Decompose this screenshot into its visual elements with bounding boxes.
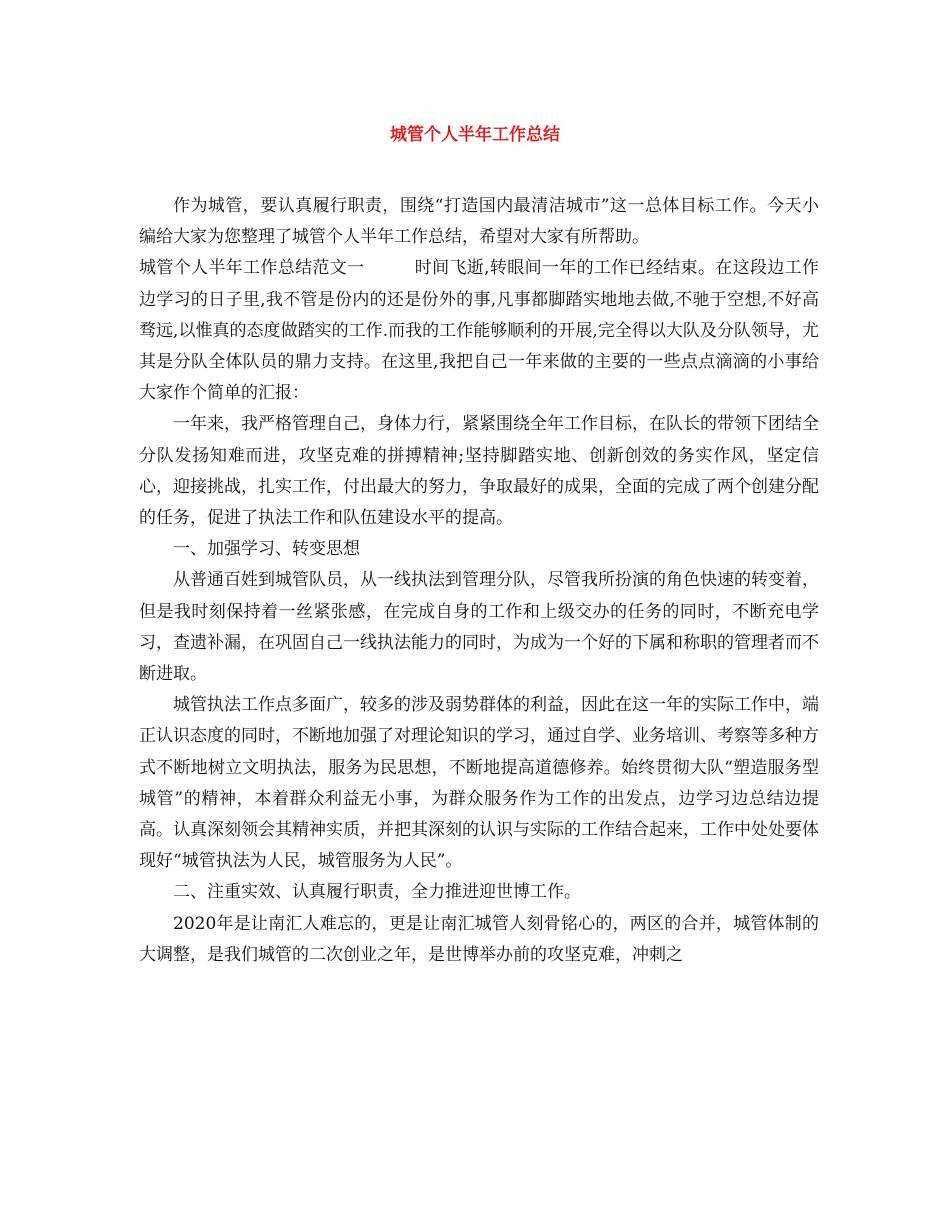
document-body [139,191,819,971]
intro-paragraph: 作为城管，要认真履行职责，围绕“打造国内最清洁城市”这一总体目标工作。今天小编给大家为您整理了城管个人半年工作总结，希望对大家有所帮助。 [139,196,819,248]
paragraph-5: 2020年是让南汇人难忘的，更是让南汇城管人刻骨铭心的，两区的合并，城管体制的大调整，是我们城管的二次创业之年，是世博举办前的攻坚克难，冲刺之 [139,913,819,965]
paragraph-4: 城管执法工作点多面广，较多的涉及弱势群体的利益，因此在这一年的实际工作中，端正认识态度的同时，不断地加强了对理论知识的学习，通过自学、业务培训、考察等多种方式不断地树立文明执法，服务为民思想，不断地提高道德修养。始终贯彻大队“塑造服务型城管”的精神，本着群众利益无小事，为群众服务作为工作的出发点，边学习边总结边提高。认真深刻领会其精神实质，并把其深刻的认识与实际的工作结合起来，工作中处处要体现好“城管执法为人民，城管服务为人民”。 [139,695,819,872]
document-title: 城管个人半年工作总结 [390,125,560,145]
sample-first-paragraph: 时间飞逝,转眼间一年的工作已经结束。在这段边工作边学习的日子里,我不管是份内的还是份外的事,凡事都脚踏实地地去做,不驰于空想,不好高骛远,以惟真的态度做踏实的工作.而我的工作能够顺利的开展,完全得以大队及分队领导，尤其是分队全体队员的鼎力支持。在这里,我把自己一年来做的主要的一些点点滴滴的小事给大家作个简单的汇报： [139,258,820,404]
paragraph-2: 一年来，我严格管理自己，身体力行，紧紧围绕全年工作目标，在队长的带领下团结全分队发扬知难而进，攻坚克难的拼搏精神;坚持脚踏实地、创新创效的务实作风，坚定信心，迎接挑战，扎实工作，付出最大的努力，争取最好的成果，全面的完成了两个创建分配的任务，促进了执法工作和队伍建设水平的提高。 [139,414,819,529]
sample-heading: 城管个人半年工作总结范文一 [139,258,365,279]
paragraph-3: 从普通百姓到城管队员，从一线执法到管理分队，尽管我所扮演的角色快速的转变着，但是我时刻保持着一丝紧张感，在完成自身的工作和上级交办的任务的同时，不断充电学习，查遗补漏，在巩固自己一线执法能力的同时，为成为一个好的下属和称职的管理者而不断进取。 [139,570,819,685]
section-heading-2: 二、注重实效、认真履行职责，全力推进迎世博工作。 [173,882,581,903]
sample-paragraph [139,253,819,409]
section-heading-1: 一、加强学习、转变思想 [173,539,360,560]
